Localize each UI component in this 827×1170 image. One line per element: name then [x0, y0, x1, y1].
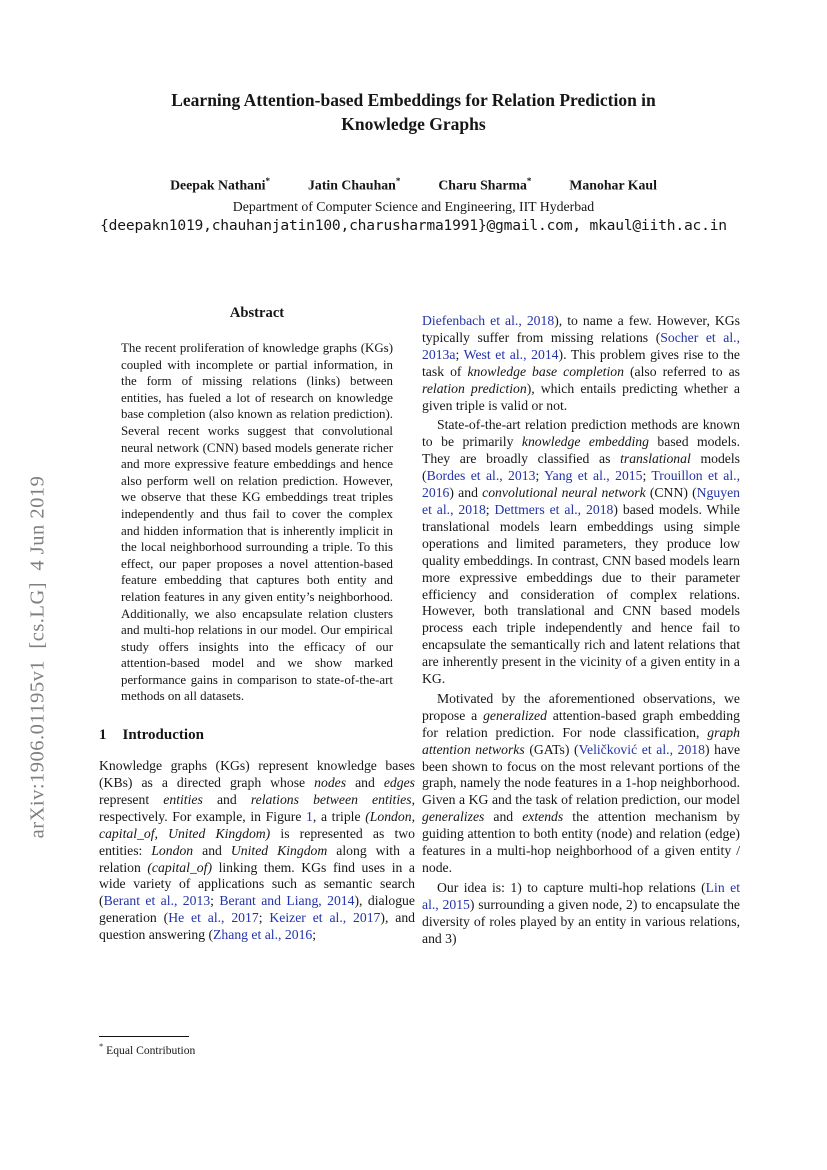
text-segment: the attention mechanism by guiding attention to both entity (node) and relation (edge) features in a multi-hop neighborhood of a given entity / node. [422, 809, 741, 875]
citation-link[interactable]: Dettmers et al., 2018 [494, 501, 614, 517]
text-segment: and [193, 842, 231, 858]
text-segment: based models. They are broadly classified as [422, 434, 741, 467]
text-segment: ; [455, 346, 464, 362]
citation-link[interactable]: Zhang et al., 2016 [213, 927, 313, 943]
text-segment: translational [620, 451, 691, 467]
author [569, 176, 657, 194]
citation-link[interactable]: Nguyen et al., 2018 [422, 485, 740, 517]
citation-link[interactable]: Lin et al., 2015 [422, 879, 740, 912]
author-mark: * [265, 176, 271, 186]
text-segment: , a triple [312, 808, 366, 824]
author-name: Manohar Kaul [569, 177, 657, 193]
text-segment: ) have been shown to focus on the most relevant portions of the graph, namely the node features in a 1-hop neighborhood. Given a KG and the task of relation prediction, our model [422, 741, 741, 808]
text-segment: represent [99, 791, 164, 807]
text-segment: and [346, 774, 384, 790]
text-segment: linking them. KGs find uses in a wide variety of applications such as semantic search ( [99, 859, 415, 909]
text-segment: extends [522, 809, 564, 825]
text-segment: ; [535, 468, 545, 484]
text-segment: ), dialogue generation ( [99, 893, 415, 926]
text-segment: (capital_of) [147, 859, 212, 875]
text-segment: Knowledge graphs (KGs) represent knowledge bases (KBs) as a directed graph whose [99, 758, 415, 790]
text-segment: and [202, 791, 251, 807]
citation-link[interactable]: Diefenbach et al., 2018 [422, 313, 555, 328]
text-segment: ), and question answering ( [99, 910, 416, 943]
text-segment: edges [383, 774, 416, 790]
text-segment: convolutional neural network [482, 485, 646, 501]
citation-link[interactable]: He et al., 2017 [168, 910, 259, 926]
text-segment: ), which entails predicting whether a given triple is valid or not. [422, 380, 740, 413]
text-segment: knowledge base completion [467, 363, 624, 379]
text-segment: nodes [314, 774, 347, 790]
abstract-body: The recent proliferation of knowledge graphs (KGs) coupled with incomplete or partial information, in the form of missing relations (links) between entities, has fueled a lot of research on knowledge base completion (also known as relation prediction). Several recent works suggest that convolutional neural network (CNN) based models generate richer and more expressive feature embeddings and hence also perform well on relation prediction. However, we observe that these KG embeddings treat triples independently and thus fail to cover the complex and hidden information that is inherently implicit in the local neighborhood surrounding a triple. To this effect, our paper proposes a novel attention-based feature embedding that captures both entity and relation features in any given entity’s neighborhood. Additionally, we also encapsulate relation clusters and multi-hop relations in our model. Our empirical study offers insights into the efficacy of our attention-based model and we show marked performance gains in comparison to state-of-the-art methods on all datasets. [121, 341, 393, 704]
text-segment: relation prediction [422, 380, 527, 396]
text-segment: ) surrounding a given node, 2) to encapsulate the diversity of roles played by an entity in various relations, and 3) [422, 896, 740, 946]
text-segment: is represented as two entities: [99, 825, 416, 858]
citation-link[interactable]: Berant et al., 2013 [103, 893, 211, 909]
footnote [99, 1036, 415, 1057]
author-mark: * [526, 176, 532, 186]
text-segment: ), to name a few. However, KGs typically suffer from missing relations ( [422, 313, 741, 345]
text-segment: Motivated by the aforementioned observations, we propose a [422, 690, 740, 723]
author [308, 176, 400, 194]
author [170, 176, 270, 194]
citation-link[interactable]: West et al., 2014 [463, 346, 559, 362]
text-segment: ; [258, 910, 270, 926]
intro-paragraph-1 [99, 758, 415, 944]
citation-link[interactable]: Veličković et al., 2018 [578, 741, 705, 757]
footnote-text: Equal Contribution [106, 1043, 196, 1057]
text-segment: knowledge embedding [521, 434, 649, 450]
citation-link[interactable]: Socher et al., 2013a [422, 329, 740, 362]
paper-title [0, 88, 827, 136]
text-segment: (GATs) ( [524, 741, 579, 757]
text-segment: ; [642, 468, 652, 484]
col2-paragraph-3 [422, 691, 740, 877]
left-column [99, 303, 415, 944]
authors-row [0, 176, 827, 194]
author-name: Jatin Chauhan [308, 177, 396, 193]
section-1-heading [99, 727, 415, 744]
text-segment: generalizes [422, 809, 485, 825]
col2-paragraph-4 [422, 880, 740, 948]
text-segment: (London, capital_of, United Kingdom) [99, 808, 416, 841]
text-segment: along with a relation [99, 842, 415, 875]
text-segment: ; [210, 893, 220, 909]
title-line-1: Learning Attention-based Embeddings for Relation Prediction in [171, 90, 656, 110]
text-segment: State-of-the-art relation prediction methods are known to be primarily [422, 417, 740, 450]
citation-link[interactable]: 1 [306, 808, 313, 824]
affiliation: Department of Computer Science and Engineering, IIT Hyderbad [232, 199, 595, 214]
text-segment: and [484, 809, 523, 825]
text-segment: , respectively. For example, in Figure [99, 791, 415, 824]
text-segment: generalized [483, 707, 547, 723]
text-segment: relations between entities [250, 791, 412, 807]
col2-paragraph-2 [422, 417, 740, 688]
citation-link[interactable]: Trouillon et al., 2016 [422, 468, 740, 501]
text-segment: ; [312, 927, 317, 943]
author-name: Charu Sharma [438, 177, 527, 193]
text-segment: entities [163, 791, 203, 807]
author-name: Deepak Nathani [170, 177, 266, 193]
citation-link[interactable]: Bordes et al., 2013 [426, 468, 536, 484]
text-segment: attention-based graph embedding for relation prediction. For node classification, [422, 707, 740, 740]
text-segment: ; [485, 501, 495, 517]
text-segment: models ( [422, 451, 740, 484]
citation-link[interactable]: Yang et al., 2015 [544, 468, 643, 484]
right-column [422, 303, 740, 951]
citation-link[interactable]: Keizer et al., 2017 [269, 910, 381, 926]
abstract-heading: Abstract [229, 305, 285, 321]
title-line-2: Knowledge Graphs [341, 114, 486, 134]
section-title: Introduction [122, 727, 204, 744]
col2-paragraph-1 [422, 313, 740, 414]
section-number: 1 [99, 727, 107, 744]
text-segment: ) based models. While translational models learn embeddings using simple operations and limited parameters, they produce low quality embeddings. In contrast, CNN based models learn more expressive embeddings due to their parameter efficiency and consideration of complex relations. However, both translational and CNN based models process each triple independently and hence fail to encapsulate the semantically rich and latent relations that are inherently present in the vicinity of a given entity in a KG. [422, 501, 740, 687]
arxiv-watermark: arXiv:1906.01195v1 [cs.LG] 4 Jun 2019 [26, 475, 49, 839]
text-segment: ). This problem gives rise to the task of [422, 346, 740, 379]
text-segment: ) and [449, 485, 483, 501]
author [438, 176, 531, 194]
footnote-rule [99, 1036, 189, 1037]
text-segment: United Kingdom [230, 842, 328, 858]
text-segment: London [151, 842, 194, 858]
footnote-marker: * [99, 1041, 104, 1051]
text-segment: (CNN) ( [645, 485, 697, 501]
citation-link[interactable]: Berant and Liang, 2014 [219, 893, 355, 909]
email-line: {deepakn1019,chauhanjatin100,charusharma1991}@gmail.com, mkaul@iith.ac.in [100, 217, 727, 234]
author-mark: * [395, 176, 401, 186]
text-segment: (also referred to as [623, 363, 740, 379]
text-segment: Our idea is: 1) to capture multi-hop relations ( [437, 879, 706, 895]
text-segment: graph attention networks [422, 724, 740, 757]
